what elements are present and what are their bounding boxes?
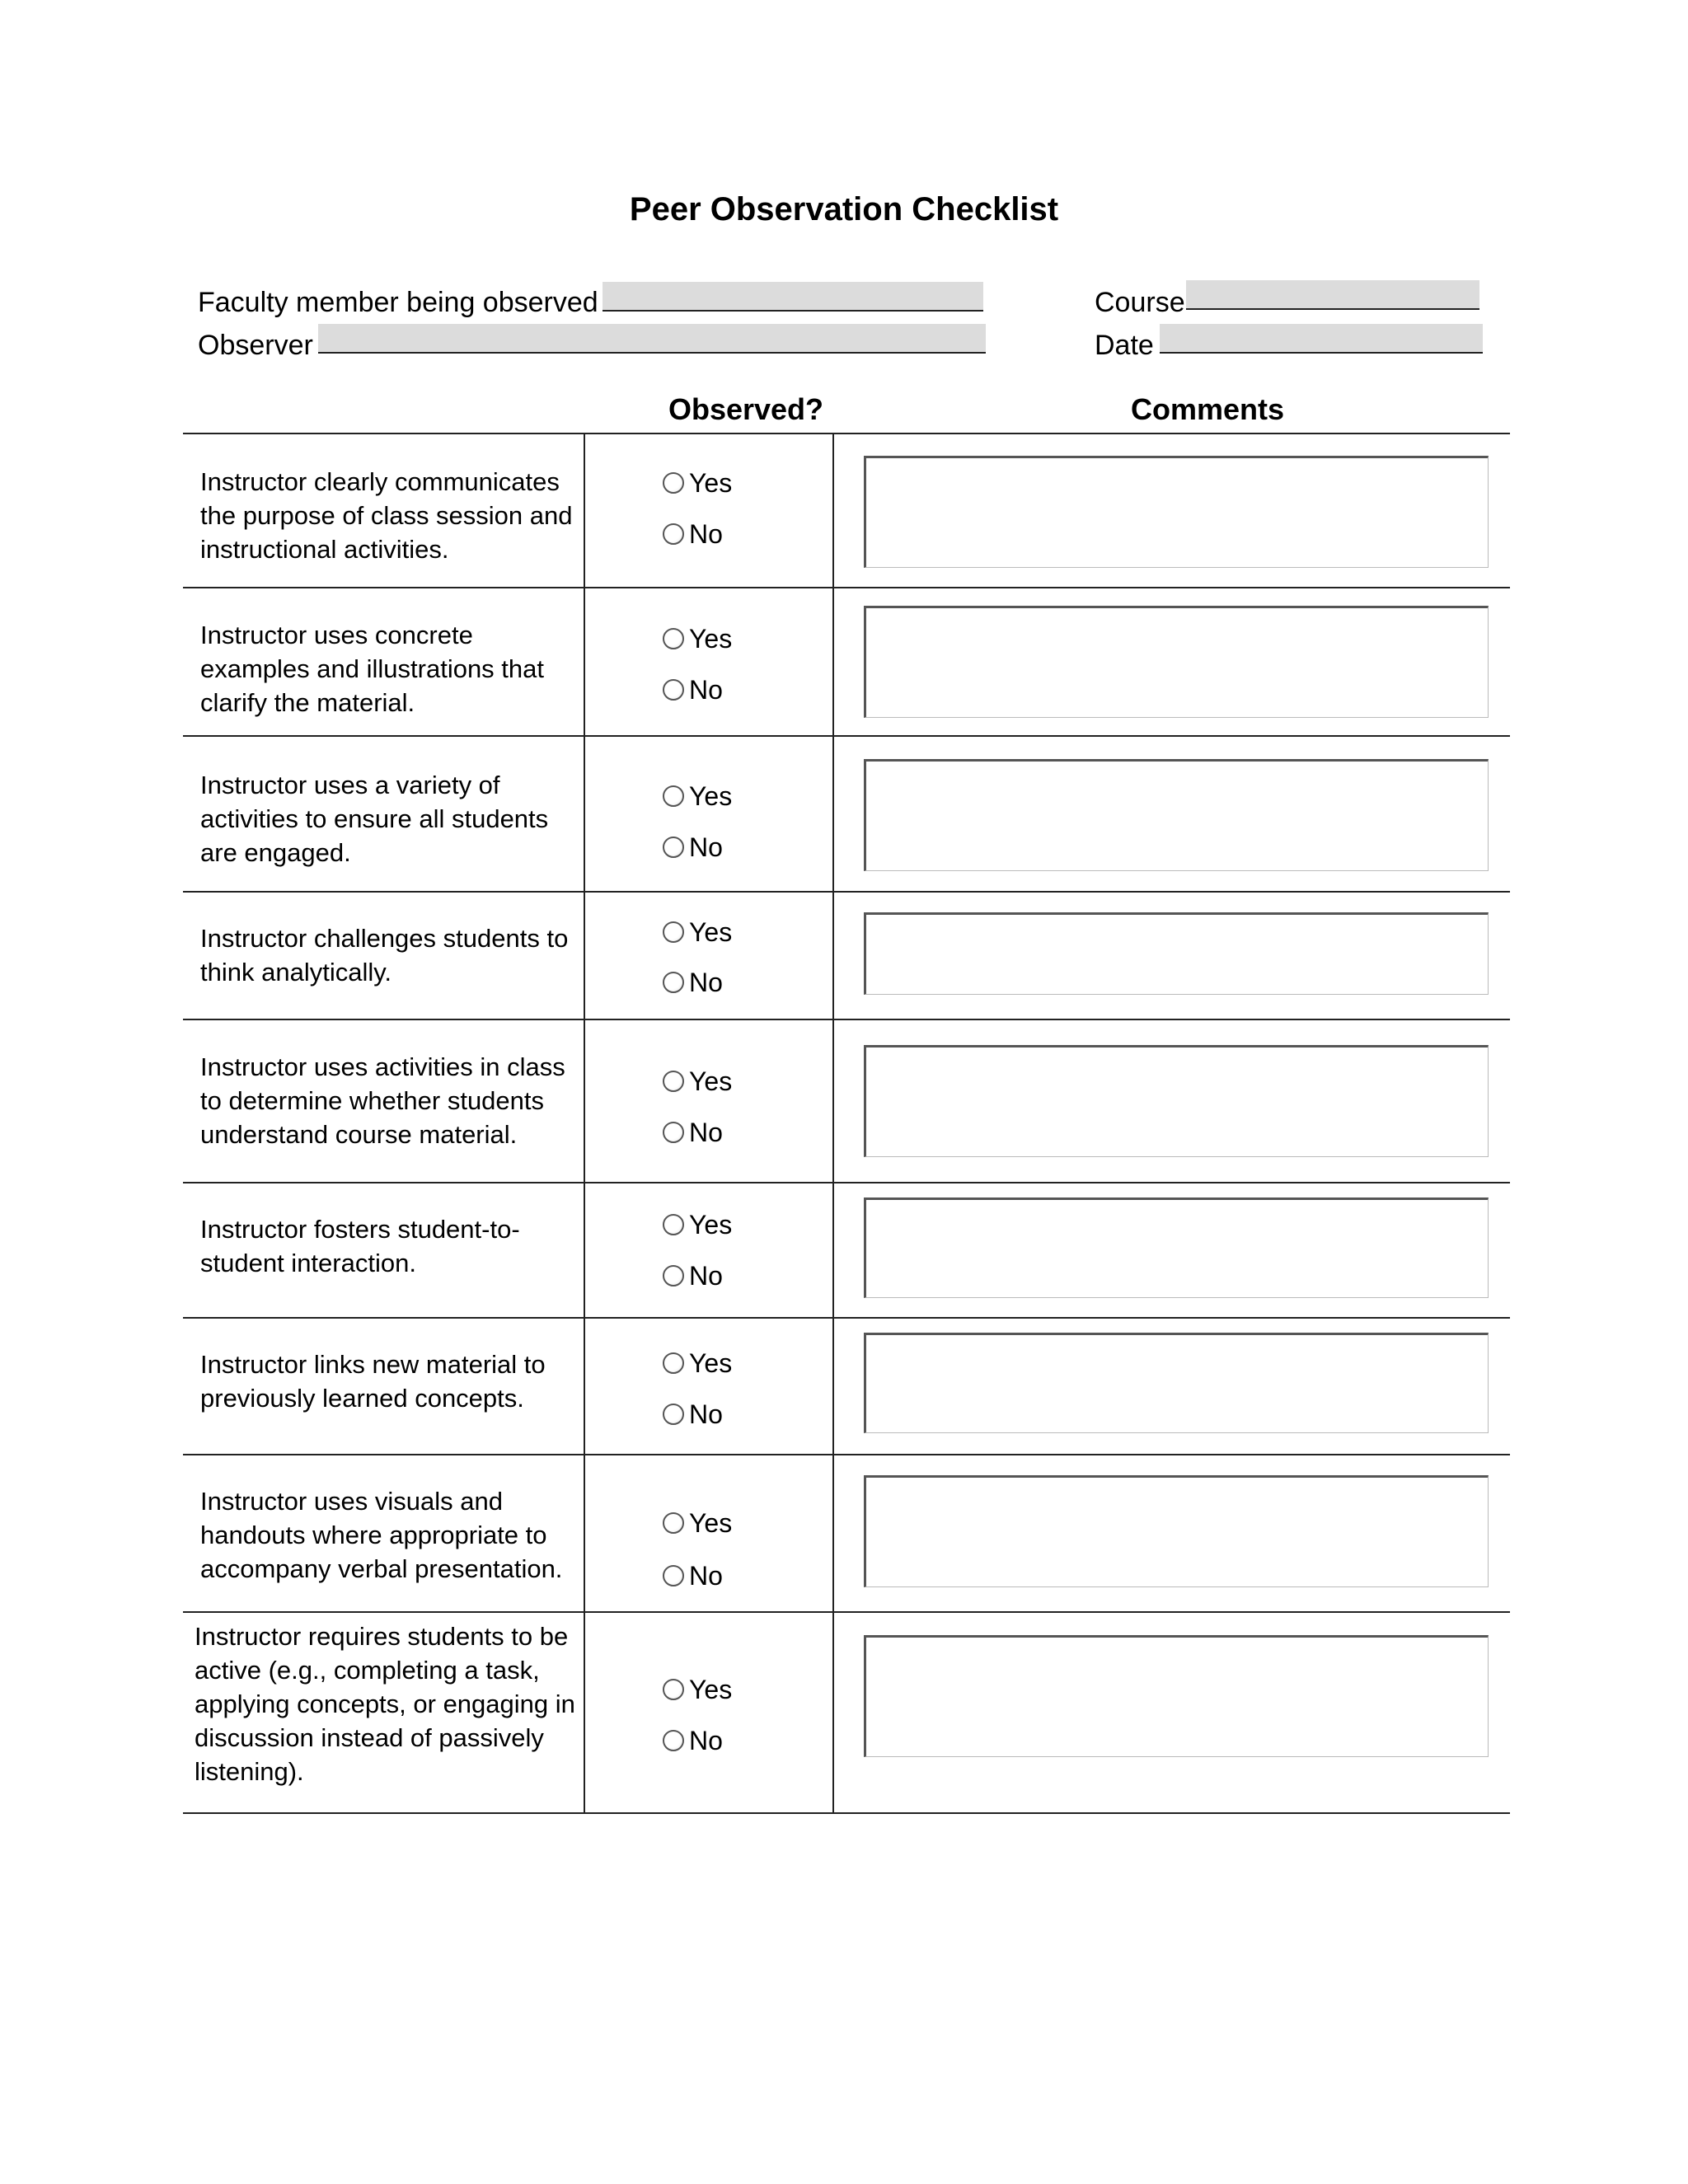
radio-circle-icon[interactable]: [663, 1122, 684, 1143]
faculty-field[interactable]: [603, 282, 983, 312]
yes-label: Yes: [689, 1675, 733, 1704]
yes-radio[interactable]: [663, 780, 732, 813]
yes-label: Yes: [689, 624, 733, 654]
radio-circle-icon[interactable]: [663, 972, 684, 993]
yes-radio[interactable]: [663, 466, 732, 499]
checklist-item-text: Instructor fosters student-to-student interaction.: [200, 1215, 520, 1277]
comment-box[interactable]: [864, 912, 1489, 995]
comment-box[interactable]: [864, 1045, 1489, 1157]
checklist-item-text: Instructor uses activities in class to determine whether students understand course material.: [200, 1052, 565, 1149]
faculty-label: Faculty member being observed: [198, 287, 598, 318]
comments-column-header: Comments: [1130, 392, 1285, 426]
radio-circle-icon[interactable]: [663, 1730, 684, 1751]
row-divider: [183, 1019, 1510, 1020]
no-radio[interactable]: [663, 1259, 723, 1292]
checklist-item-text: Instructor challenges students to think analytically.: [200, 924, 569, 987]
no-label: No: [689, 1561, 723, 1591]
comment-box[interactable]: [864, 1333, 1489, 1433]
radio-circle-icon[interactable]: [663, 472, 684, 494]
comment-box[interactable]: [864, 1635, 1489, 1757]
no-radio[interactable]: [663, 1116, 723, 1149]
radio-circle-icon[interactable]: [663, 1679, 684, 1700]
yes-label: Yes: [689, 1508, 733, 1538]
row-divider: [183, 1611, 1510, 1613]
date-label: Date: [1095, 330, 1154, 361]
column-divider: [584, 433, 585, 1814]
row-divider: [183, 891, 1510, 893]
no-radio[interactable]: [663, 1559, 723, 1592]
comment-box[interactable]: [864, 1475, 1489, 1587]
yes-radio[interactable]: [663, 1208, 732, 1241]
no-label: No: [689, 968, 723, 997]
yes-label: Yes: [689, 917, 733, 947]
no-label: No: [689, 675, 723, 705]
yes-radio[interactable]: [663, 1673, 732, 1706]
row-divider: [183, 735, 1510, 737]
radio-circle-icon[interactable]: [663, 921, 684, 943]
comment-box[interactable]: [864, 759, 1489, 871]
yes-label: Yes: [689, 781, 733, 811]
checklist-item-text: Instructor uses concrete examples and illustrations that clarify the material.: [200, 621, 545, 717]
radio-circle-icon[interactable]: [663, 837, 684, 858]
table-bottom-rule: [183, 1812, 1510, 1814]
checklist-item-text: Instructor links new material to previously learned concepts.: [200, 1350, 546, 1413]
no-label: No: [689, 1118, 723, 1147]
comment-box[interactable]: [864, 1197, 1489, 1298]
comment-box[interactable]: [864, 606, 1489, 718]
radio-circle-icon[interactable]: [663, 1512, 684, 1534]
checklist-item-text: Instructor uses visuals and handouts where appropriate to accompany verbal presentation.: [200, 1487, 563, 1583]
yes-label: Yes: [689, 1348, 733, 1378]
radio-circle-icon[interactable]: [663, 1565, 684, 1586]
yes-radio[interactable]: [663, 1065, 732, 1098]
radio-circle-icon[interactable]: [663, 1265, 684, 1286]
page-title: Peer Observation Checklist: [629, 191, 1059, 227]
row-divider: [183, 1317, 1510, 1319]
yes-radio[interactable]: [663, 1507, 732, 1540]
no-label: No: [689, 1726, 723, 1755]
no-radio[interactable]: [663, 831, 723, 864]
yes-label: Yes: [689, 1066, 733, 1096]
no-radio[interactable]: [663, 1398, 723, 1431]
radio-circle-icon[interactable]: [663, 679, 684, 701]
radio-circle-icon[interactable]: [663, 523, 684, 545]
checklist-item-text: Instructor uses a variety of activities to ensure all students are engaged.: [200, 771, 549, 867]
radio-circle-icon[interactable]: [663, 1214, 684, 1235]
no-radio[interactable]: [663, 673, 723, 706]
observed-column-header: Observed?: [668, 392, 824, 426]
observer-field[interactable]: [318, 324, 986, 354]
radio-circle-icon[interactable]: [663, 1352, 684, 1374]
date-field[interactable]: [1160, 324, 1483, 354]
course-field[interactable]: [1186, 280, 1479, 310]
checklist-item-text: Instructor requires students to be active (e.g., completing a task, applying concepts, or engaging in discussion instead of passively listening).: [195, 1622, 575, 1786]
observer-label: Observer: [198, 330, 313, 361]
column-divider: [832, 433, 834, 1814]
row-divider: [183, 587, 1510, 588]
radio-circle-icon[interactable]: [663, 1404, 684, 1425]
no-label: No: [689, 832, 723, 862]
no-radio[interactable]: [663, 518, 723, 551]
row-divider: [183, 1182, 1510, 1183]
no-radio[interactable]: [663, 966, 723, 999]
no-label: No: [689, 1399, 723, 1429]
radio-circle-icon[interactable]: [663, 1071, 684, 1092]
row-divider: [183, 1454, 1510, 1455]
yes-radio[interactable]: [663, 622, 732, 655]
yes-label: Yes: [689, 468, 733, 498]
table-top-rule: [183, 433, 1510, 434]
no-label: No: [689, 519, 723, 549]
radio-circle-icon[interactable]: [663, 785, 684, 807]
yes-label: Yes: [689, 1210, 733, 1240]
yes-radio[interactable]: [663, 1347, 732, 1380]
no-label: No: [689, 1261, 723, 1291]
checklist-item-text: Instructor clearly communicates the purpose of class session and instructional activities.: [200, 467, 573, 564]
no-radio[interactable]: [663, 1724, 723, 1757]
radio-circle-icon[interactable]: [663, 628, 684, 649]
comment-box[interactable]: [864, 456, 1489, 568]
course-label: Course: [1095, 287, 1185, 318]
yes-radio[interactable]: [663, 916, 732, 949]
